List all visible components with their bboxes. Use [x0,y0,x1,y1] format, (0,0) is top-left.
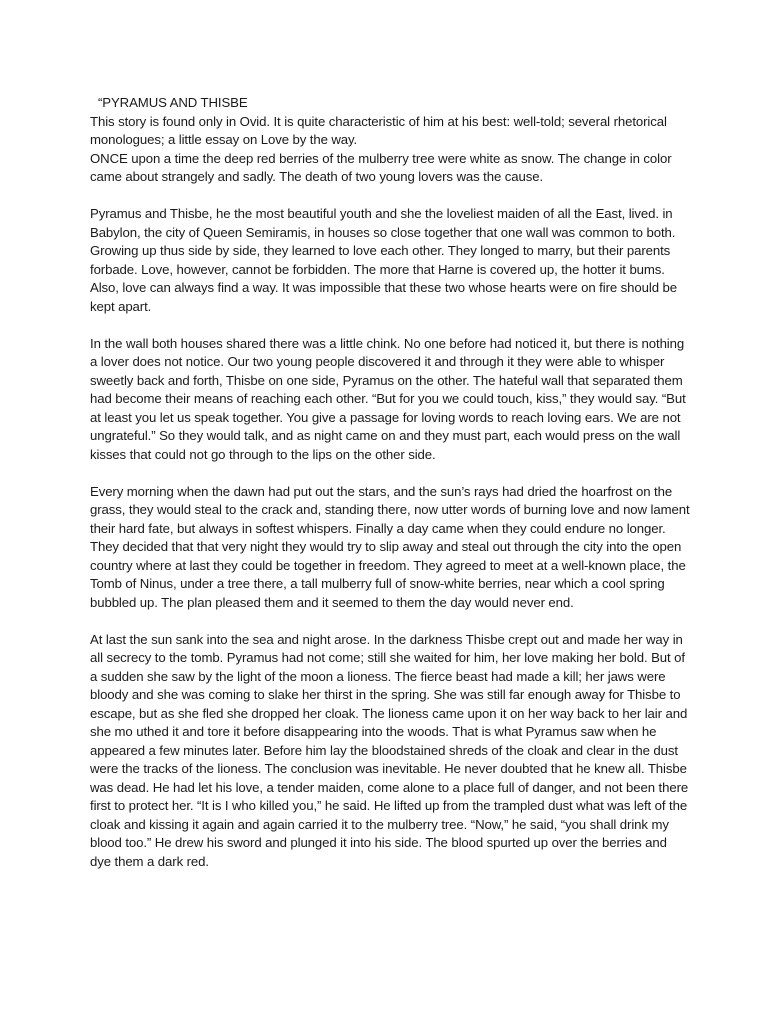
document-page [90,94,690,871]
paragraph-1: ONCE upon a time the deep red berries of the mulberry tree were white as snow. The change in color came about strangely and sadly. The death of two young lovers was the cause. [90,150,672,184]
paragraph-2: Pyramus and Thisbe, he the most beautiful youth and she the loveliest maiden of all the East, lived. in Babylon, the city of Queen Semiramis, in houses so close together that one wall was common to both. Growing up thus side by side, they learned to love each other. They longed to marry, but their parents forbade. Love, however, cannot be forbidden. The more that Harne is covered up, the hotter it bums. Also, love can always find a way. It was impossible that these two whose hearts were on fire should be kept apart. [90,206,677,314]
document-title: “PYRAMUS AND THISBE [98,95,248,110]
paragraph-spacer [90,464,690,483]
paragraph-5: At last the sun sank into the sea and night arose. In the darkness Thisbe crept out and made her way in all secrecy to the tomb. Pyramus had not come; still she waited for him, her love making her bold. But of a sudden she saw by the light of the moon a lioness. The fierce beast had made a kill; her jaws were bloody and she was coming to slake her thirst in the spring. She was still far enough away for Thisbe to escape, but as she fled she dropped her cloak. The lioness came upon it on her way back to her lair and she mo uthed it and tore it before disappearing into the woods. That is what Pyramus saw when he appeared a few minutes later. Before him lay the bloodstained shreds of the cloak and clear in the dust were the tracks of the lioness. The conclusion was inevitable. He never doubted that he knew all. Thisbe was dead. He had let his love, a tender maiden, come alone to a place full of danger, and not been there first to protect her. “It is I who killed you,” he said. He lifted up from the trampled dust what was left of the cloak and kissing it again and again carried it to the mulberry tree. “Now,” he said, “you shall drink my blood too.” He drew his sword and plunged it into his side. The blood spurted up over the berries and dye them a dark red. [90,631,689,869]
paragraph-spacer [90,316,690,335]
paragraph-4: Every morning when the dawn had put out the stars, and the sun’s rays had dried the hoarfrost on the grass, they would steal to the crack and, standing there, now utter words of burning love and now lament their hard fate, but always in softest whispers. Finally a day came when they could endure no longer. They decided that that very night they would try to slip away and steal out through the city into the open country where at last they could be together in freedom. They agreed to meet at a well-known place, the Tomb of Ninus, under a tree there, a tall mulberry full of snow-white berries, near which a cool spring bubbled up. The plan pleased them and it seemed to them the day would never end. [90,483,690,610]
paragraph-spacer [90,612,690,631]
intro-paragraph: This story is found only in Ovid. It is quite characteristic of him at his best: well-told; several rhetorical monologues; a little essay on Love by the way. [90,113,667,147]
paragraph-3: In the wall both houses shared there was a little chink. No one before had noticed it, but there is nothing a lover does not notice. Our two young people discovered it and through it they were able to whisper sweetly back and forth, Thisbe on one side, Pyramus on the other. The hateful wall that separated them had become their means of reaching each other. “But for you we could touch, kiss,” they would say. “But at least you let us speak together. You give a passage for loving words to reach loving ears. We are not ungrateful.” So they would talk, and as night came on and they must part, each would press on the wall kisses that could not go through to the lips on the other side. [90,335,686,462]
paragraph-spacer [90,187,690,206]
